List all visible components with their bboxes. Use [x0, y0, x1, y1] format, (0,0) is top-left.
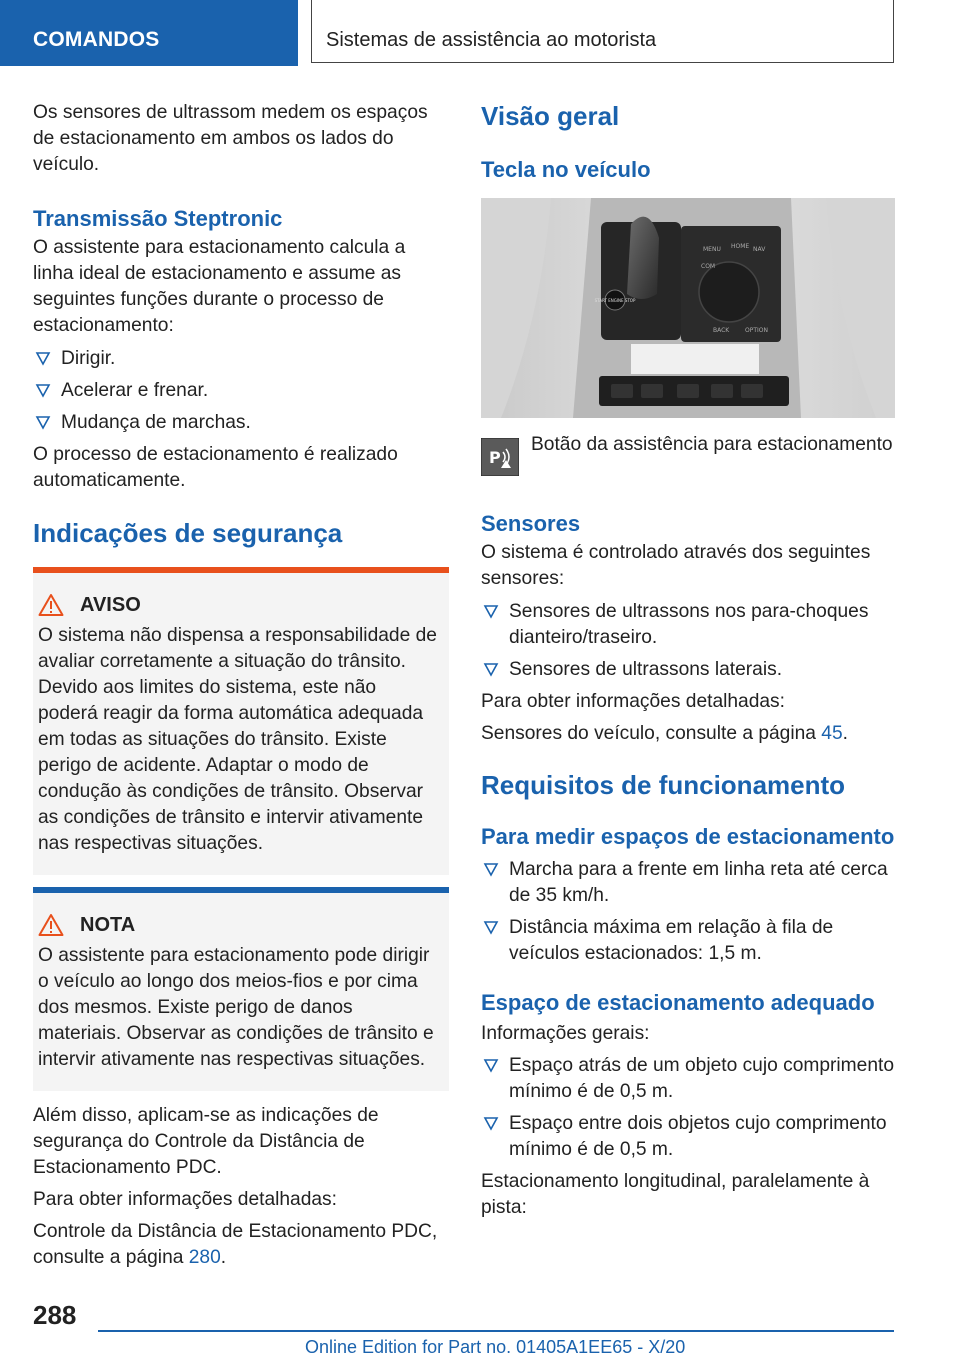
list-item: Espaço atrás de um objeto cujo comprimento mínimo é de 0,5 m.: [481, 1053, 897, 1105]
warning-triangle-icon: [38, 593, 64, 617]
triangle-bullet-icon: [35, 413, 51, 433]
svg-text:MENU: MENU: [703, 246, 721, 253]
sensors-text: O sistema é controlado através dos seguintes sensores:: [481, 542, 871, 589]
list-item: Sensores de ultrassons nos para-choques dianteiro/traseiro.: [481, 599, 897, 651]
triangle-bullet-icon: [483, 602, 499, 622]
footer-divider: [98, 1330, 894, 1332]
button-legend: [481, 434, 897, 482]
sensors-list: [481, 599, 897, 683]
note-label: NOTA: [80, 913, 136, 936]
steptronic-heading: Transmissão Steptronic: [33, 206, 283, 231]
chapter-title: Sistemas de assistência ao motorista: [326, 29, 657, 51]
svg-text:COM: COM: [701, 263, 716, 270]
list-item: Marcha para a frente em linha reta até cerca de 35 km/h.: [481, 857, 897, 909]
overview-heading: Visão geral: [481, 101, 620, 131]
list-item: Distância máxima em relação à fila de veículos estacionados: 1,5 m.: [481, 915, 897, 967]
space-heading: Espaço de estacionamento adequado: [481, 990, 875, 1015]
key-heading: Tecla no veículo: [481, 157, 651, 182]
button-caption: Botão da assistência para estacionamento: [531, 434, 893, 455]
edition-text: Online Edition for Part no. 01405A1EE65 - X/20: [305, 1337, 686, 1357]
list-item: Mudança de marchas.: [33, 410, 449, 436]
section-title: COMANDOS: [33, 28, 160, 51]
triangle-bullet-icon: [483, 1056, 499, 1076]
left-column: [33, 100, 449, 1271]
center-console-photo: [481, 198, 895, 418]
list-item: Espaço entre dois objetos cujo comprimento mínimo é de 0,5 m.: [481, 1111, 897, 1163]
warning-header: [38, 593, 439, 617]
park-assist-button-icon: [481, 438, 519, 476]
note-text: O assistente para estacionamento pode dirigir o veículo ao longo dos meios-fios e por cima dos mesmos. Existe perigo de danos materiais. Observar as condições de trânsito e intervir ativamente nas respectivas situações.: [38, 945, 434, 1070]
measure-list: [481, 857, 897, 967]
safety-heading: Indicações de segurança: [33, 518, 343, 548]
page-number: 288: [33, 1300, 77, 1330]
note-box: [33, 887, 449, 1091]
measure-heading: Para medir espaços de estacionamento: [481, 824, 895, 849]
warning-label: AVISO: [80, 593, 141, 616]
page-link[interactable]: 45: [821, 723, 843, 744]
steptronic-text: O assistente para estacionamento calcula a linha ideal de estacionamento e assume as seguintes funções durante o processo de estacionamento:: [33, 237, 406, 336]
caution-triangle-icon: [38, 913, 64, 937]
right-column: [481, 100, 897, 1221]
steptronic-after: O processo de estacionamento é realizado automaticamente.: [33, 444, 398, 491]
steptronic-list: [33, 346, 449, 436]
intro-paragraph: Os sensores de ultrassom medem os espaços de estacionamento em ambos os lados do veículo.: [33, 102, 428, 175]
svg-text:BACK: BACK: [713, 327, 730, 334]
svg-text:OPTION: OPTION: [745, 327, 768, 334]
triangle-bullet-icon: [483, 918, 499, 938]
additional-paragraph: Além disso, aplicam-se as indicações de segurança do Controle da Distância de Estacionamento PDC.: [33, 1105, 379, 1178]
longitudinal-text: Estacionamento longitudinal, paralelamente à pista:: [481, 1171, 870, 1218]
triangle-bullet-icon: [483, 860, 499, 880]
triangle-bullet-icon: [35, 381, 51, 401]
chapter-header: [311, 0, 894, 63]
svg-text:NAV: NAV: [753, 246, 766, 253]
warning-text: O sistema não dispensa a responsabilidade de avaliar corretamente a situação do trânsito. Devido aos limites do sistema, este não poderá reagir da forma automática adequada em todas as situações do trânsito. Existe perigo de acidente. Adaptar o modo de condução às condições de trânsito. Observar as condições de trânsito e intervir ativamente nas respectivas situações.: [38, 625, 437, 854]
list-item: Acelerar e frenar.: [33, 378, 449, 404]
sensors-heading: Sensores: [481, 511, 581, 536]
warning-box: [33, 567, 449, 875]
sensors-details-label: Para obter informações detalhadas:: [481, 691, 785, 712]
section-tab: [0, 0, 298, 66]
note-header: [38, 913, 439, 937]
page-link[interactable]: 280: [188, 1247, 221, 1268]
list-item: Dirigir.: [33, 346, 449, 372]
general-label: Informações gerais:: [481, 1023, 650, 1044]
space-list: [481, 1053, 897, 1163]
sensors-reference: Sensores do veículo, consulte a página 45.: [481, 723, 848, 744]
pdc-reference: Controle da Distância de Estacionamento PDC, consulte a página 280.: [33, 1221, 438, 1268]
triangle-bullet-icon: [35, 349, 51, 369]
requirements-heading: Requisitos de funcionamento: [481, 770, 846, 800]
svg-text:HOME: HOME: [731, 243, 750, 250]
list-item: Sensores de ultrassons laterais.: [481, 657, 897, 683]
svg-text:P: P: [489, 448, 501, 467]
details-label: Para obter informações detalhadas:: [33, 1189, 337, 1210]
triangle-bullet-icon: [483, 1114, 499, 1134]
triangle-bullet-icon: [483, 660, 499, 680]
start-stop-label: START ENGINE STOP: [594, 298, 636, 303]
